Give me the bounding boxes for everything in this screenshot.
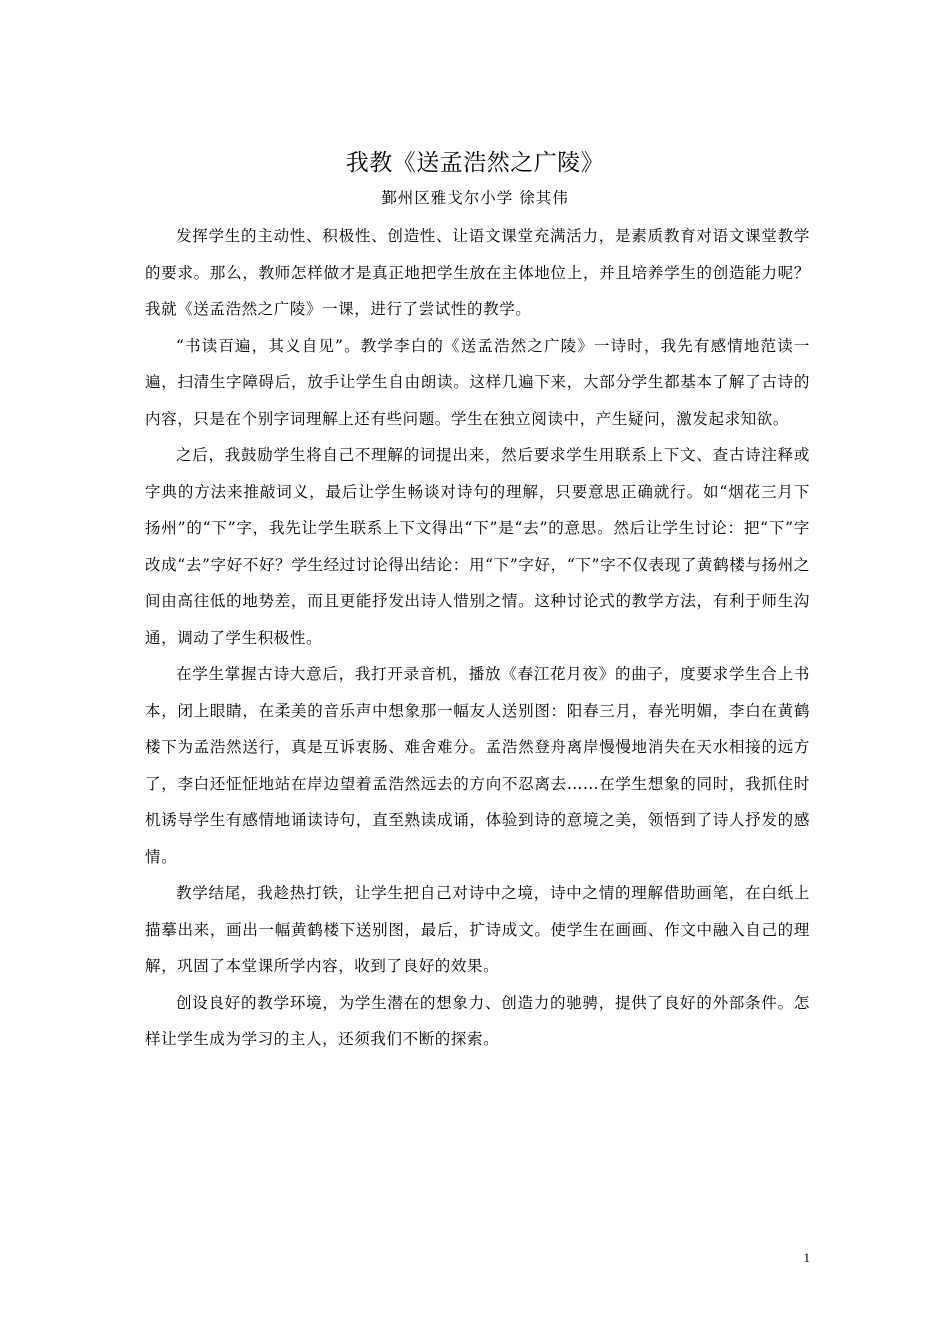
paragraph-4: 在学生掌握古诗大意后，我打开录音机，播放《春江花月夜》的曲子，度要求学生合上书本，闭上眼睛，在柔美的音乐声中想象那一幅友人送别图：阳春三月，春光明媚，李白在黄鹤楼下为孟浩然送行，真是互诉衷肠、难舍难分。孟浩然登舟离岸慢慢地消失在天水相接的远方了，李白还怔怔地站在岸边望着孟浩然远去的方向不忍离去……在学生想象的同时，我抓住时机诱导学生有感情地诵读诗句，直至熟读成诵，体验到诗的意境之美，领悟到了诗人抒发的感情。 <box>145 665 810 866</box>
document-body <box>145 218 810 1058</box>
document-title: 我教《送孟浩然之广陵》 <box>345 150 605 177</box>
author-school: 鄞州区雅戈尔小学 <box>381 189 514 207</box>
author-line <box>0 184 950 212</box>
paragraph-3: 之后，我鼓励学生将自己不理解的词提出来，然后要求学生用联系上下文、查古诗注释或字典的方法来推敲词义，最后让学生畅谈对诗句的理解，只要意思正确就行。如“烟花三月下扬州”的“下”字，我先让学生联系上下文得出“下”是“去”的意思。然后让学生讨论：把“下”字改成“去”字好不好？学生经过讨论得出结论：用“下”字好，“下”字不仅表现了黄鹤楼与扬州之间由高往低的地势差，而且更能抒发出诗人惜别之情。这种讨论式的教学方法，有利于师生沟通，调动了学生积极性。 <box>145 446 810 647</box>
paragraph-1: 发挥学生的主动性、积极性、创造性、让语文课堂充满活力，是素质教育对语文课堂教学的要求。那么，教师怎样做才是真正地把学生放在主体地位上，并且培养学生的创造能力呢？我就《送孟浩然之广陵》一课，进行了尝试性的教学。 <box>145 227 810 318</box>
author-name: 徐其伟 <box>519 189 569 207</box>
page-number: 1 <box>803 1250 810 1265</box>
paragraph-5: 教学结尾，我趁热打铁，让学生把自己对诗中之境，诗中之情的理解借助画笔，在白纸上描摹出来，画出一幅黄鹤楼下送别图，最后，扩诗成文。使学生在画画、作文中融入自己的理解，巩固了本堂课所学内容，收到了良好的效果。 <box>145 884 810 975</box>
paragraph-6: 创设良好的教学环境，为学生潜在的想象力、创造力的驰骋，提供了良好的外部条件。怎样让学生成为学习的主人，还须我们不断的探索。 <box>145 993 810 1048</box>
paragraph-2: “书读百遍，其义自见”。教学李白的《送孟浩然之广陵》一诗时，我先有感情地范读一遍，扫清生字障碍后，放手让学生自由朗读。这样几遍下来，大部分学生都基本了解了古诗的内容，只是在个别字词理解上还有些问题。学生在独立阅读中，产生疑问，激发起求知欲。 <box>145 336 810 428</box>
